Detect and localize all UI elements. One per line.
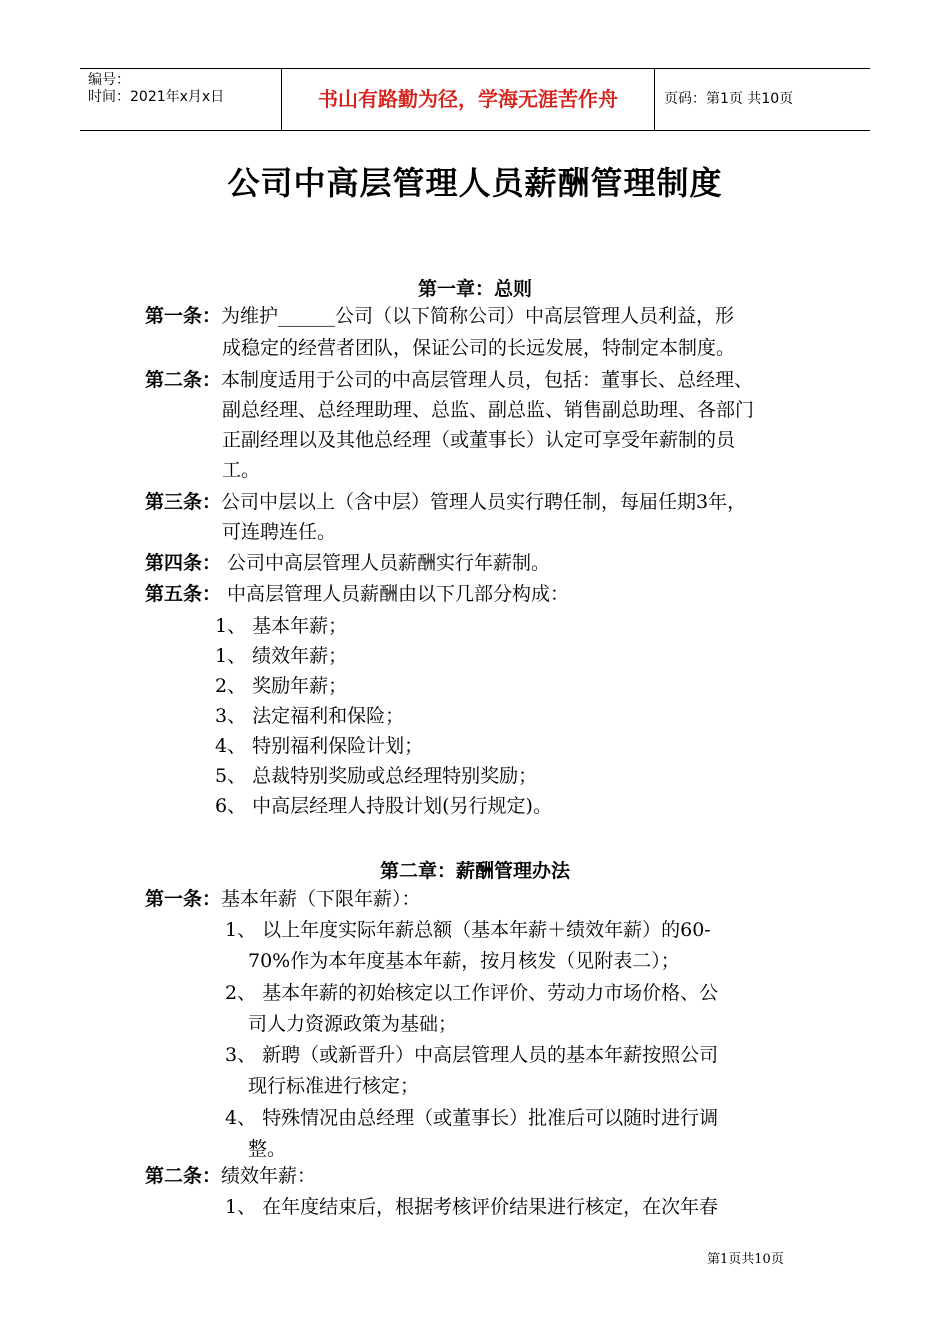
list-item: 1、 绩效年薪； [215,645,348,667]
ch2-point4-line2: 整。 [248,1138,287,1160]
ch2-article1-line1 [145,886,421,912]
list-item: 5、 总裁特别奖励或总经理特别奖励； [215,765,538,787]
document-title: 公司中高层管理人员薪酬管理制度 [227,164,723,202]
ch2-point4-line1: 4、 特殊情况由总经理（或董事长）批准后可以随时进行调 [225,1107,719,1129]
article-text: 本制度适用于公司的中高层管理人员，包括：董事长、总经理、 [221,369,754,391]
article-text: 公司中层以上（含中层）管理人员实行聘任制，每届任期3年， [221,491,747,513]
ch1-article2-line4: 工。 [222,459,261,481]
article-label: 第五条： [145,583,222,605]
ch2-point3-line1: 3、 新聘（或新晋升）中高层管理人员的基本年薪按照公司 [225,1044,719,1066]
ch2-point1-line2: 70%作为本年度基本年薪，按月核发（见附表二）； [248,950,680,972]
chapter1-heading: 第一章：总则 [417,278,532,300]
list-item: 4、 特别福利保险计划； [215,735,424,757]
article-text: 绩效年薪： [221,1165,317,1187]
page-footer: 第1页共10页 [707,1252,784,1267]
ch1-article2-line2: 副总经理、总经理助理、总监、副总监、销售副总助理、各部门 [222,399,755,421]
header-page-label: 页码：第1页 共10页 [664,91,794,107]
code-label: 编号： [88,72,130,88]
header-meta [80,69,282,130]
article-text: 中高层管理人员薪酬由以下几部分构成： [221,583,570,605]
list-item: 3、 法定福利和保险； [215,705,405,727]
ch1-article3-line2: 可连聘连任。 [222,521,337,543]
article-label: 第四条： [145,552,222,574]
article-label: 第一条： [145,888,222,910]
ch2-point-perf-line1: 1、 在年度结束后，根据考核评价结果进行核定，在次年春 [225,1196,719,1218]
article-label: 第二条： [145,369,222,391]
article-text: 公司中高层管理人员薪酬实行年薪制。 [221,552,551,574]
ch2-point2-line1: 2、 基本年薪的初始核定以工作评价、劳动力市场价格、公 [225,982,719,1004]
ch1-article1-line1 [145,303,734,329]
ch2-point3-line2: 现行标准进行核定； [248,1075,420,1097]
ch1-article1-line2: 成稳定的经营者团队，保证公司的长远发展，特制定本制度。 [222,337,736,359]
ch1-article2-line1 [145,367,753,393]
ch1-article3-line1 [145,489,746,515]
list-item: 6、 中高层经理人持股计划(另行规定)。 [215,795,552,817]
article-text: 基本年薪（下限年薪）： [221,888,421,910]
ch1-article4-line1 [145,550,550,576]
article-label: 第三条： [145,491,222,513]
article-label: 第二条： [145,1165,222,1187]
header-motto: 书山有路勤为径，学海无涯苦作舟 [282,69,655,130]
ch2-point2-line2: 司人力资源政策为基础； [248,1013,458,1035]
list-item: 1、 基本年薪； [215,615,348,637]
ch2-point1-line1: 1、 以上年度实际年薪总额（基本年薪＋绩效年薪）的60- [225,919,711,941]
ch1-article5-line1 [145,581,569,607]
article-label: 第一条： [145,305,222,327]
page-header [80,68,870,131]
list-item: 2、 奖励年薪； [215,675,348,697]
ch2-article2-line1 [145,1163,316,1189]
ch1-article2-line3: 正副经理以及其他总经理（或董事长）认定可享受年薪制的员 [222,429,736,451]
chapter2-heading: 第二章：薪酬管理办法 [379,860,570,882]
article-text: 为维护______公司（以下简称公司）中高层管理人员利益，形 [221,305,735,327]
time-label: 时间：2021年x月x日 [88,89,225,105]
